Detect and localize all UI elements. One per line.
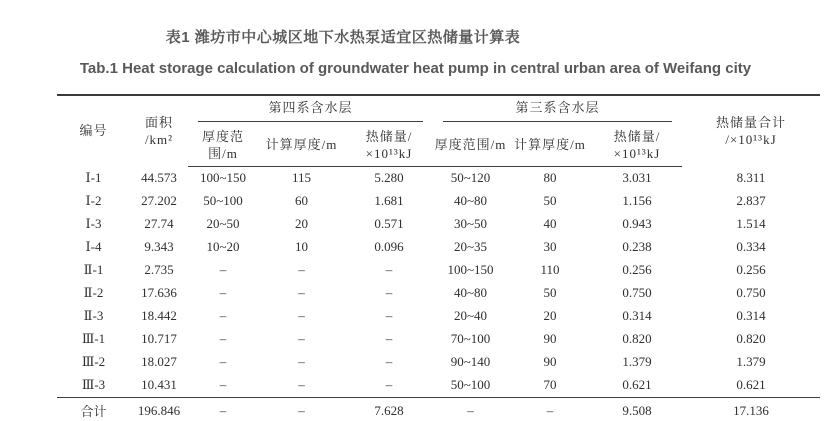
col-header-total-heat-storage — [682, 95, 820, 166]
table-cell: 27.74 — [144, 216, 174, 232]
table-header — [57, 95, 820, 166]
table-cell: 1.681 — [374, 193, 404, 209]
table-cell: 0.621 — [622, 377, 652, 393]
table-cell: 0.256 — [622, 262, 652, 278]
table-cell: 20 — [295, 216, 308, 232]
col-header-heat-storage-t: 热储量/×10¹³kJ — [592, 125, 682, 167]
table-row — [57, 282, 820, 305]
table-cell: – — [219, 331, 227, 347]
table-cell: 50~100 — [450, 377, 491, 393]
table-cell: 7.628 — [345, 397, 433, 421]
table-cell: 50~120 — [450, 170, 491, 186]
table-cell: 100~150 — [199, 170, 247, 186]
total-label: 热储量合计 — [715, 114, 786, 130]
table-cell: – — [298, 308, 305, 324]
table-cell: 27.202 — [141, 193, 177, 209]
table-cell: 50 — [543, 193, 557, 209]
table-cell: 0.750 — [736, 285, 766, 301]
table-body — [57, 166, 820, 421]
table-cell: Ⅲ-3 — [81, 377, 106, 393]
table-cell: 1.379 — [622, 354, 652, 370]
table-cell: Ⅰ-1 — [85, 169, 102, 185]
table-cell: Ⅲ-1 — [81, 331, 106, 347]
table-cell: 0.943 — [622, 216, 652, 232]
table-cell: Ⅰ-3 — [85, 216, 102, 232]
table-row — [57, 190, 820, 213]
table-cell: 20 — [543, 308, 557, 324]
table-cell: 44.573 — [141, 169, 177, 185]
table-cell: 90~140 — [450, 354, 491, 370]
table-cell: – — [385, 308, 393, 324]
table-cell: 70~100 — [450, 331, 491, 347]
table-cell: 50~100 — [203, 193, 243, 209]
table-cell: 60 — [295, 193, 308, 209]
total-unit: /×10¹³kJ — [725, 132, 777, 148]
table-title-chinese: 表1 潍坊市中心城区地下水热泵适宜区热储量计算表 — [165, 29, 521, 46]
table-cell: 10.717 — [141, 331, 177, 347]
table-cell: Ⅱ-2 — [83, 285, 104, 301]
table-cell: 20~35 — [453, 239, 488, 255]
table-cell: 40~80 — [453, 285, 488, 301]
col-header-calc-thickness-t: 计算厚度/m — [508, 125, 592, 167]
table-cell: – — [385, 331, 393, 347]
table-cell: 0.621 — [736, 377, 766, 393]
table-title-english: Tab.1 Heat storage calculation of groundwater heat pump in central urban area of Weifang city — [79, 60, 752, 77]
table-cell: – — [219, 354, 227, 370]
table-cell: 90 — [543, 331, 557, 347]
table-cell: 0.750 — [622, 285, 652, 301]
table-cell: 20~50 — [206, 216, 240, 232]
table-cell: 9.508 — [592, 397, 682, 421]
table-cell: 1.156 — [622, 193, 652, 209]
table-cell: – — [508, 397, 592, 421]
table-row — [57, 374, 820, 398]
table-cell: 0.820 — [622, 331, 652, 347]
table-cell: 30~50 — [453, 216, 488, 232]
table-cell: – — [385, 354, 393, 370]
table-cell: – — [385, 377, 393, 393]
table-row — [57, 259, 820, 282]
table-cell: 18.442 — [141, 308, 177, 324]
col-header-id: 编号 — [79, 123, 108, 139]
col-header-thickness-range-q: 厚度范围/m — [188, 125, 258, 167]
table-cell: 0.820 — [736, 331, 766, 347]
table-cell: – — [219, 262, 227, 278]
col-header-area — [130, 95, 188, 166]
table-cell: 40~80 — [453, 193, 488, 209]
table-cell: 0.238 — [622, 239, 652, 255]
table-cell: 70 — [543, 377, 557, 393]
table-cell: – — [298, 262, 305, 278]
table-cell: 0.334 — [736, 239, 766, 255]
table-cell: 3.031 — [622, 170, 652, 186]
table-cell: 17.636 — [141, 285, 177, 301]
table-cell: Ⅱ-3 — [83, 308, 104, 324]
table-cell: 20~40 — [453, 308, 488, 324]
table-cell: – — [433, 397, 508, 421]
table-cell: 0.314 — [736, 308, 766, 324]
table-row — [57, 213, 820, 236]
table-cell: 115 — [291, 170, 312, 186]
table-row — [57, 305, 820, 328]
area-unit: /km² — [144, 132, 174, 148]
table-row — [57, 328, 820, 351]
table-cell: – — [219, 377, 227, 393]
table-cell: 0.571 — [374, 216, 404, 232]
table-cell: – — [298, 377, 305, 393]
table-cell: 9.343 — [144, 239, 174, 255]
table-cell: 100~150 — [447, 262, 494, 278]
table-cell: 1.379 — [736, 354, 766, 370]
table-cell: – — [219, 285, 227, 301]
table-cell: – — [219, 308, 227, 324]
table-cell: 110 — [540, 262, 560, 278]
table-cell: 90 — [543, 354, 557, 370]
table-cell: – — [298, 285, 305, 301]
group-header-row — [57, 95, 820, 125]
table-cell: 10 — [295, 239, 308, 255]
table-row — [57, 351, 820, 374]
table-cell: 5.280 — [374, 170, 404, 186]
col-header-thickness-range-t: 厚度范围/m — [433, 125, 508, 167]
table-cell: Ⅰ-4 — [85, 239, 102, 255]
col-group-tertiary-aquifer: 第三系含水层 — [433, 95, 682, 125]
table-cell: – — [258, 397, 345, 421]
col-header-calc-thickness-q: 计算厚度/m — [258, 125, 345, 167]
table-cell: – — [188, 397, 258, 421]
table-cell: 0.256 — [736, 262, 766, 278]
table-cell: 80 — [543, 170, 557, 186]
table-cell: 10~20 — [206, 239, 240, 255]
table-cell: 30 — [543, 239, 557, 255]
table-cell: – — [298, 354, 305, 370]
table-cell: 8.311 — [736, 169, 766, 185]
table-cell: 2.735 — [144, 262, 174, 278]
heat-storage-table — [57, 94, 820, 421]
table-cell: 50 — [543, 285, 557, 301]
table-cell: 17.136 — [682, 397, 820, 421]
table-cell: 0.096 — [374, 239, 404, 255]
table-cell: – — [298, 331, 305, 347]
table-cell: Ⅱ-1 — [83, 262, 104, 278]
table-cell: 2.837 — [736, 193, 766, 209]
table-cell: 0.314 — [622, 308, 652, 324]
table-cell: – — [385, 262, 393, 278]
col-group-quaternary-aquifer: 第四系含水层 — [188, 95, 433, 125]
area-label: 面积 — [144, 114, 173, 130]
table-cell: 40 — [543, 216, 557, 232]
table-cell: 196.846 — [130, 397, 188, 421]
table-cell: Ⅰ-2 — [85, 193, 102, 209]
table-row — [57, 166, 820, 190]
table-cell: 10.431 — [141, 377, 177, 393]
table-row — [57, 236, 820, 259]
table-cell: 合计 — [57, 397, 130, 421]
col-header-heat-storage-q: 热储量/×10¹³kJ — [345, 125, 433, 167]
total-row — [57, 397, 820, 421]
table-cell: 1.514 — [736, 216, 766, 232]
table-cell: 18.027 — [141, 354, 177, 370]
table-cell: Ⅲ-2 — [81, 354, 106, 370]
table-cell: – — [385, 285, 393, 301]
